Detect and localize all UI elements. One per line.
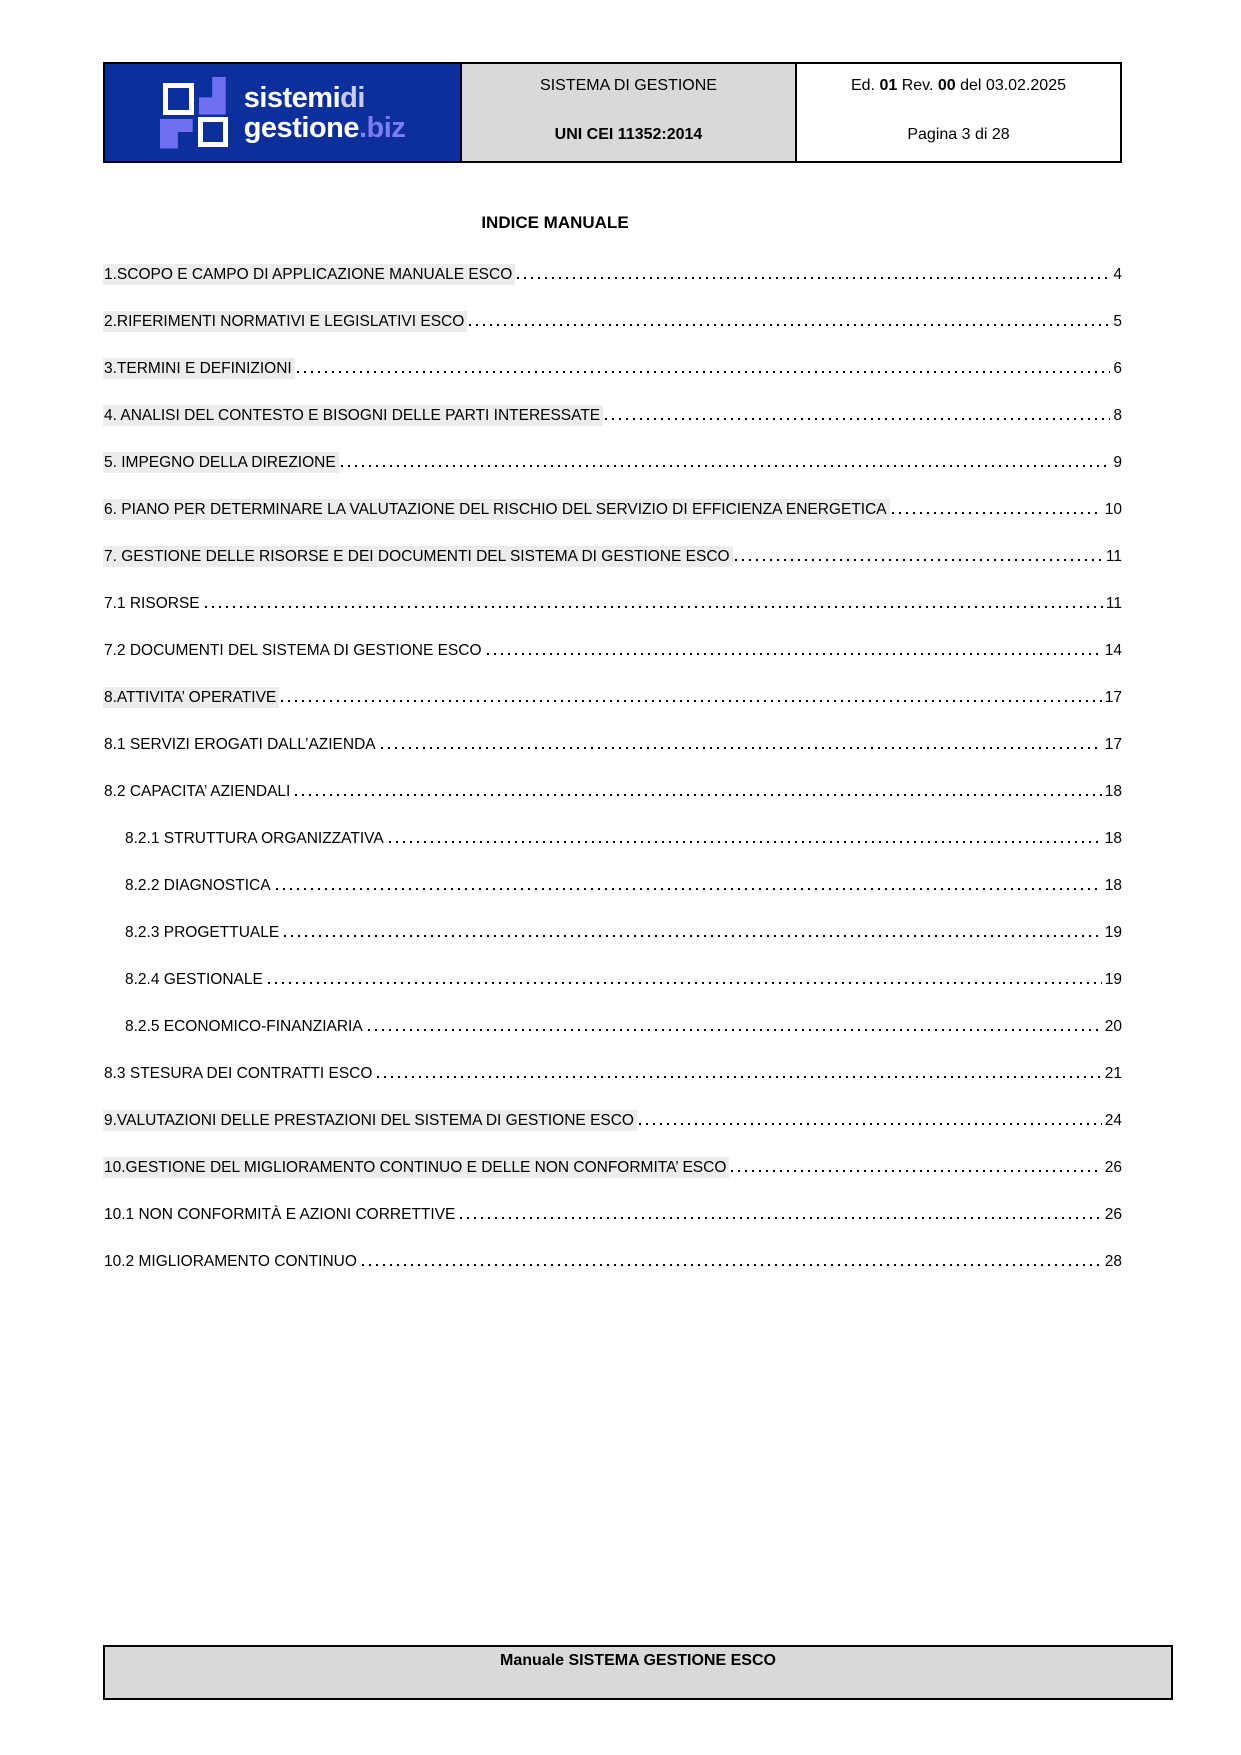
toc-leader-dots — [731, 1152, 1101, 1178]
toc-page-number: 20 — [1104, 1018, 1122, 1035]
toc-leader-dots — [276, 870, 1102, 896]
edition-revision-line — [797, 77, 1120, 95]
toc-page-number: 17 — [1104, 736, 1122, 753]
logo-shape-bottom-right-square — [198, 117, 228, 147]
document-type-cell — [462, 64, 797, 161]
logo-cell — [105, 64, 462, 161]
toc-entry[interactable] — [103, 259, 1122, 285]
toc-entry[interactable] — [103, 682, 1122, 708]
edition-label: Ed. — [851, 77, 880, 94]
toc-entry-label[interactable]: 8.2.3 PROGETTUALE — [125, 924, 280, 941]
toc-entry-label[interactable]: 8.3 STESURA DEI CONTRATTI ESCO — [104, 1065, 373, 1082]
logo-wordmark — [244, 83, 406, 143]
toc-leader-dots — [639, 1105, 1102, 1131]
toc-entry[interactable] — [103, 1152, 1122, 1178]
toc-entry-label[interactable]: 10.2 MIGLIORAMENTO CONTINUO — [104, 1253, 357, 1270]
revision-label: Rev. — [897, 77, 938, 94]
toc-entry[interactable] — [103, 400, 1122, 426]
toc-entry-label[interactable]: 3.TERMINI E DEFINIZIONI — [103, 358, 295, 379]
toc-page-number: 26 — [1104, 1159, 1122, 1176]
logo-shape-top-right — [199, 77, 226, 115]
revision-value: 00 — [937, 77, 956, 94]
toc-leader-dots — [377, 1058, 1101, 1084]
revision-date: del 03.02.2025 — [955, 77, 1066, 94]
toc-page-number: 17 — [1104, 689, 1122, 706]
toc-entry-label[interactable]: 10.1 NON CONFORMITÀ E AZIONI CORRETTIVE — [104, 1206, 456, 1223]
toc-leader-dots — [381, 729, 1102, 755]
page-info: Pagina 3 di 28 — [907, 126, 1010, 143]
toc-leader-dots — [297, 353, 1111, 379]
toc-entry-label[interactable]: 2.RIFERIMENTI NORMATIVI E LEGISLATIVI ESCO — [103, 311, 467, 332]
toc-entry-label[interactable]: 7. GESTIONE DELLE RISORSE E DEI DOCUMENTI DEL SISTEMA DI GESTIONE ESCO — [103, 546, 733, 567]
toc-page-number: 14 — [1104, 642, 1122, 659]
toc-leader-dots — [284, 917, 1102, 943]
toc-leader-dots — [341, 447, 1111, 473]
toc-leader-dots — [268, 964, 1102, 990]
sistemi-di-gestione-logo-icon — [160, 77, 228, 149]
logo-word-biz: .biz — [358, 111, 406, 144]
toc-entry[interactable] — [103, 917, 1122, 943]
toc-leader-dots — [281, 682, 1102, 708]
toc-leader-dots — [469, 306, 1110, 332]
toc-page-number: 9 — [1113, 454, 1122, 471]
toc-page-number: 18 — [1104, 877, 1122, 894]
toc-entry[interactable] — [103, 1246, 1122, 1272]
toc-leader-dots — [460, 1199, 1101, 1225]
logo-shape-top-left-square — [163, 83, 194, 115]
toc-entry-label[interactable]: 9.VALUTAZIONI DELLE PRESTAZIONI DEL SISTEMA DI GESTIONE ESCO — [103, 1110, 637, 1131]
toc-entry[interactable] — [103, 729, 1122, 755]
toc-page-number: 28 — [1104, 1253, 1122, 1270]
toc-page-number: 21 — [1104, 1065, 1122, 1082]
toc-entry-label[interactable]: 8.2.1 STRUTTURA ORGANIZZATIVA — [125, 830, 384, 847]
toc-entry[interactable] — [103, 635, 1122, 661]
toc-page-number: 5 — [1113, 313, 1122, 330]
logo-shape-bottom-left — [160, 119, 193, 149]
toc-page-number: 18 — [1104, 783, 1122, 800]
toc-entry[interactable] — [103, 1011, 1122, 1037]
toc-entry[interactable] — [103, 588, 1122, 614]
toc-page-number: 26 — [1104, 1206, 1122, 1223]
toc-page-number: 11 — [1105, 548, 1122, 565]
toc-entry-label[interactable]: 1.SCOPO E CAMPO DI APPLICAZIONE MANUALE ESCO — [103, 264, 515, 285]
page-title: INDICE MANUALE — [481, 213, 629, 232]
toc-page-number: 18 — [1104, 830, 1122, 847]
toc-page-number: 8 — [1113, 407, 1122, 424]
toc-leader-dots — [892, 494, 1102, 520]
toc-entry[interactable] — [103, 823, 1122, 849]
toc-entry-label[interactable]: 8.ATTIVITA’ OPERATIVE — [103, 687, 279, 708]
toc-leader-dots — [487, 635, 1102, 661]
toc-entry[interactable] — [103, 1105, 1122, 1131]
toc-entry[interactable] — [103, 447, 1122, 473]
toc-leader-dots — [295, 776, 1101, 802]
toc-entry[interactable] — [103, 964, 1122, 990]
toc-entry[interactable] — [103, 353, 1122, 379]
toc-leader-dots — [362, 1246, 1102, 1272]
toc-entry-label[interactable]: 6. PIANO PER DETERMINARE LA VALUTAZIONE DEL RISCHIO DEL SERVIZIO DI EFFICIENZA ENERGETICA — [103, 499, 890, 520]
logo-word-sistemi: sistemi — [243, 81, 341, 114]
document-header-table — [103, 62, 1122, 163]
toc-entry-label[interactable]: 7.2 DOCUMENTI DEL SISTEMA DI GESTIONE ESCO — [104, 642, 482, 659]
toc-page-number: 10 — [1104, 501, 1122, 518]
toc-entry-label[interactable]: 8.2.2 DIAGNOSTICA — [125, 877, 271, 894]
toc-entry[interactable] — [103, 494, 1122, 520]
toc-page-number: 24 — [1104, 1112, 1122, 1129]
toc-entry[interactable] — [103, 306, 1122, 332]
toc-entry-label[interactable]: 8.1 SERVIZI EROGATI DALL’AZIENDA — [104, 736, 376, 753]
toc-entry[interactable] — [103, 1058, 1122, 1084]
toc-entry-label[interactable]: 5. IMPEGNO DELLA DIREZIONE — [103, 452, 339, 473]
toc-entry-label[interactable]: 8.2.4 GESTIONALE — [125, 971, 263, 988]
toc-entry[interactable] — [103, 870, 1122, 896]
toc-list — [103, 259, 1122, 1293]
logo-word-gestione: gestione — [243, 111, 359, 144]
standard-label: UNI CEI 11352:2014 — [554, 126, 703, 143]
document-type-label: SISTEMA DI GESTIONE — [540, 77, 717, 94]
toc-entry-label[interactable]: 7.1 RISORSE — [104, 595, 200, 612]
toc-entry-label[interactable]: 8.2 CAPACITA’ AZIENDALI — [104, 783, 291, 800]
toc-entry[interactable] — [103, 1199, 1122, 1225]
toc-page-number: 6 — [1113, 360, 1122, 377]
toc-entry-label[interactable]: 10.GESTIONE DEL MIGLIORAMENTO CONTINUO E DELLE NON CONFORMITA’ ESCO — [103, 1157, 729, 1178]
toc-page-number: 4 — [1113, 266, 1122, 283]
toc-page-number: 19 — [1104, 924, 1122, 941]
revision-cell — [797, 64, 1120, 161]
toc-entry-label[interactable]: 8.2.5 ECONOMICO-FINANZIARIA — [125, 1018, 363, 1035]
toc-leader-dots — [205, 588, 1103, 614]
document-footer — [103, 1645, 1173, 1700]
toc-page-number: 19 — [1104, 971, 1122, 988]
toc-page-number: 11 — [1105, 595, 1122, 612]
edition-value: 01 — [879, 77, 898, 94]
toc-leader-dots — [735, 541, 1103, 567]
logo-word-di: di — [340, 81, 365, 114]
footer-title: Manuale SISTEMA GESTIONE ESCO — [500, 1652, 776, 1669]
toc-entry[interactable] — [103, 541, 1122, 567]
toc-leader-dots — [389, 823, 1102, 849]
toc-leader-dots — [517, 259, 1110, 285]
toc-leader-dots — [368, 1011, 1102, 1037]
toc-entry-label[interactable]: 4. ANALISI DEL CONTESTO E BISOGNI DELLE PARTI INTERESSATE — [103, 405, 603, 426]
toc-leader-dots — [605, 400, 1110, 426]
toc-entry[interactable] — [103, 776, 1122, 802]
